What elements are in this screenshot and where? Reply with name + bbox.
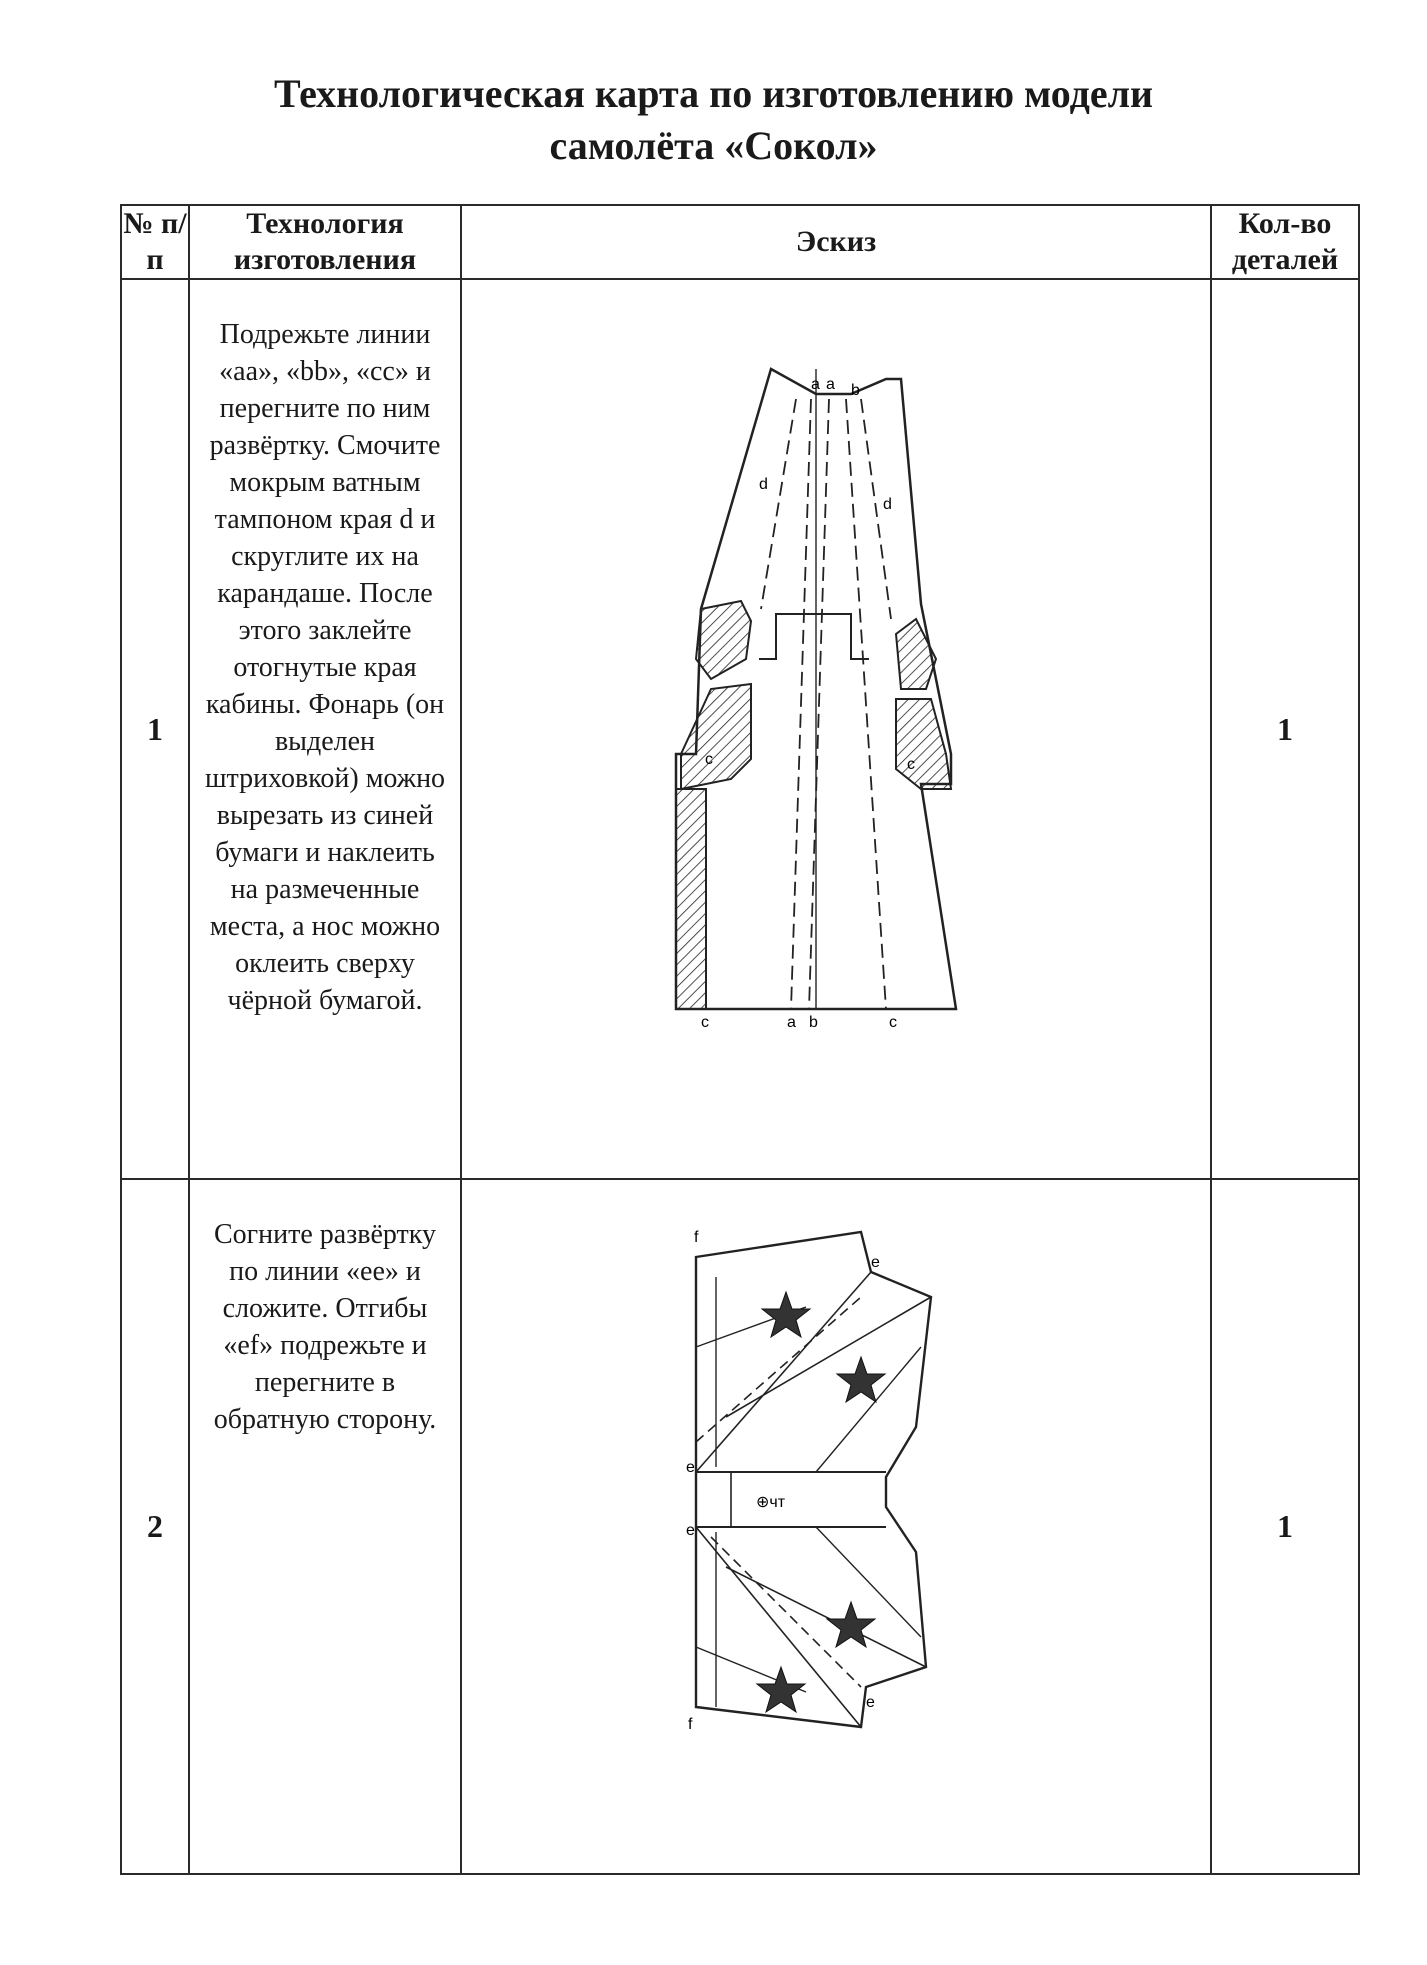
row-count: 1 [1211,279,1359,1179]
wing-sketch [461,1179,1211,1874]
header-num: № п/п [121,205,189,279]
row-num: 1 [121,279,189,1179]
star-icon [837,1357,885,1402]
row-num: 2 [121,1179,189,1874]
header-count: Кол-во деталей [1211,205,1359,279]
fuselage-sketch [461,279,1211,1179]
label-b: b [851,382,860,399]
row-count: 1 [1211,1179,1359,1874]
table-header-row [121,205,1359,279]
label-e-top: e [871,1253,880,1271]
label-e-bottom: e [866,1693,875,1711]
header-tech: Технология изготовления [189,205,461,279]
row-tech-text: Согните развёртку по линии «ее» и сложите. Отгибы «ef» подрежьте и перегните в обратную сторону. [189,1179,461,1874]
wing-pattern-drawing [686,1217,986,1837]
label-b-bottom: b [809,1014,818,1031]
tech-card-table [120,204,1360,1875]
label-a: a [811,376,820,393]
label-d-left: d [759,476,768,493]
page-title [0,68,1427,172]
star-icon [827,1602,875,1647]
header-sketch: Эскиз [461,205,1211,279]
star-icon [757,1667,805,1712]
table-row [121,1179,1359,1874]
label-c-right: c [907,756,915,773]
fuselage-pattern-drawing [671,359,1001,1099]
title-line-2: самолёта «Сокол» [549,123,878,168]
label-f-bottom: f [688,1715,693,1733]
label-c-bottom-right: c [889,1014,897,1031]
label-a-bottom: a [787,1014,796,1031]
label-ct: ⊕чт [756,1493,786,1511]
table-row [121,279,1359,1179]
label-a2: a [826,376,835,393]
star-icon [762,1292,810,1337]
label-f-top: f [694,1228,699,1246]
label-e-mid-bottom: e [686,1521,695,1539]
row-tech-text: Подрежьте линии «аа», «bb», «сс» и перегните по ним развёртку. Смочите мокрым ватным тампоном края d и скруглите их на карандаше. После этого заклейте отогнутые края кабины. Фонарь (он выделен штриховкой) можно вырезать из синей бумаги и наклеить на размеченные места, а нос можно оклеить сверху чёрной бумагой. [189,279,461,1179]
label-e-mid-top: e [686,1458,695,1476]
title-line-1: Технологическая карта по изготовлению модели [273,71,1154,116]
label-c-left: c [705,751,713,768]
label-d-right: d [883,496,892,513]
label-c-bottom-left: c [701,1014,709,1031]
